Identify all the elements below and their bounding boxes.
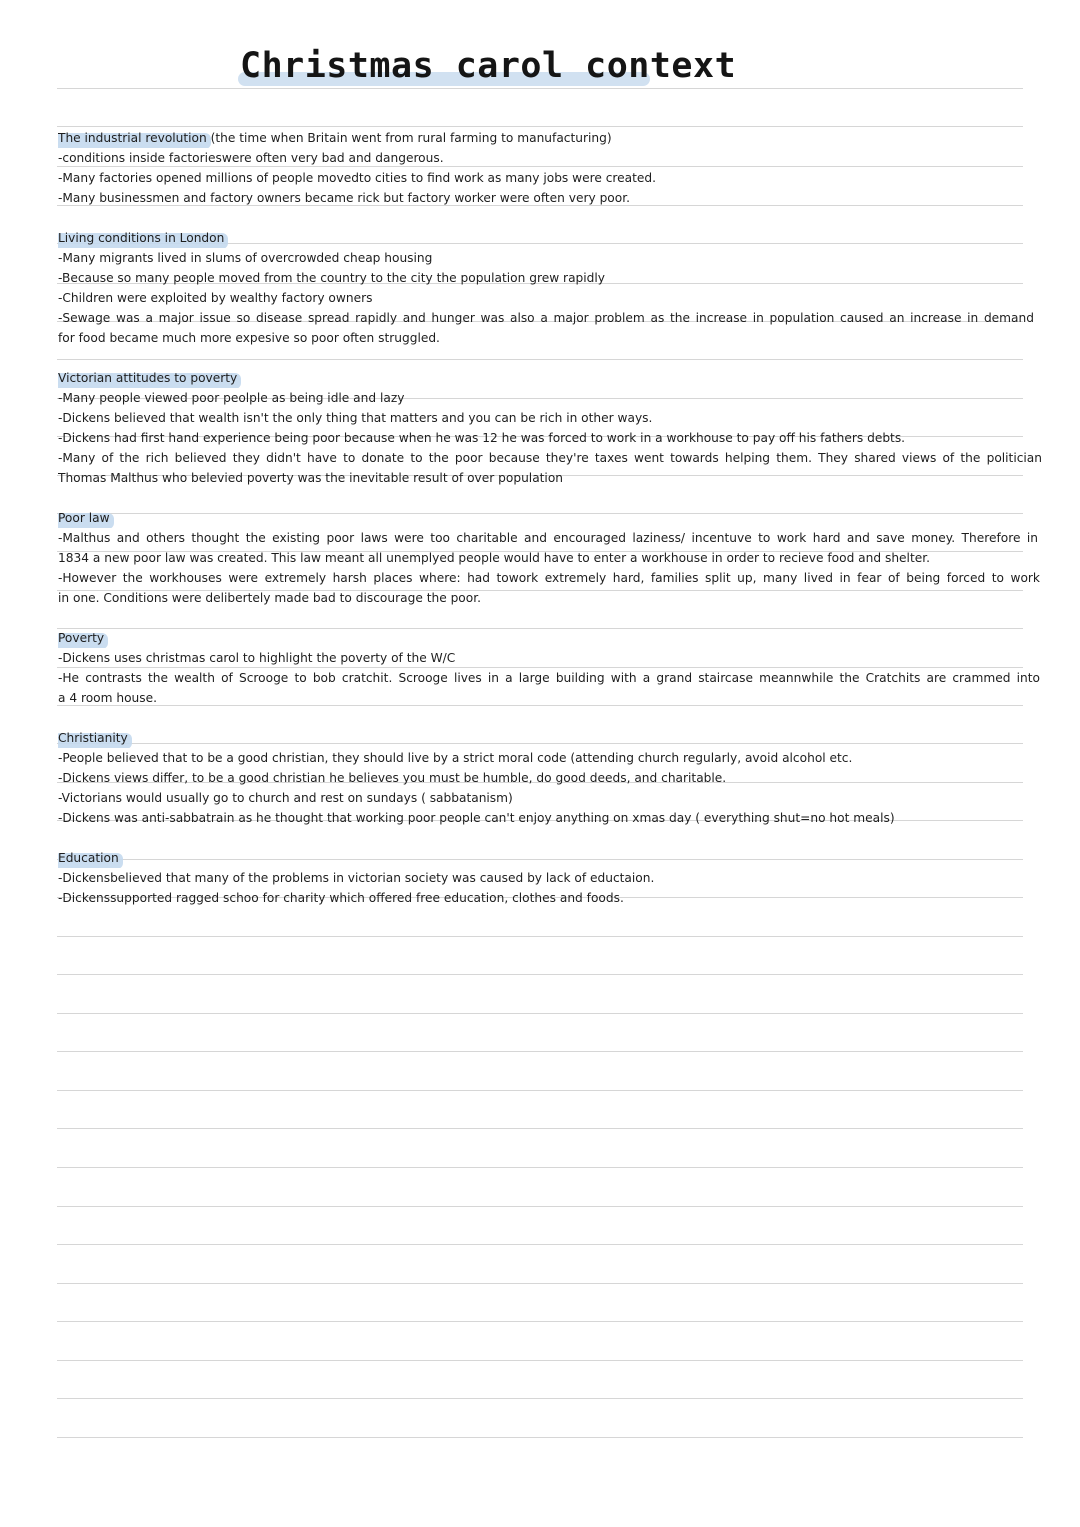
ruled-line [57,359,1023,360]
note-line: a 4 room house. [58,691,157,705]
note-line: -Dickens believed that wealth isn't the only thing that matters and you can be rich in other ways. [58,411,653,425]
note-line: -Many factories opened millions of people movedto cities to find work as many jobs were created. [58,171,657,185]
ruled-line [57,1360,1023,1361]
section-heading: Christianity [58,728,128,748]
section-education-heading-line [58,848,1044,868]
note-line: -Many businessmen and factory owners became rick but factory worker were often very poor. [58,191,630,205]
note-line: Thomas Malthus who belevied poverty was the inevitable result of over population [58,471,564,485]
note-line: -Dickens was anti-sabbatrain as he thought that working poor people can't enjoy anything on xmas day ( everything shut=no hot meals) [58,811,895,825]
ruled-line [57,1167,1023,1168]
ruled-line [57,1398,1023,1399]
ruled-line [57,1244,1023,1245]
note-line: -Dickens views differ, to be a good christian he believes you must be humble, do good deeds, and charitable. [58,771,727,785]
ruled-line [57,1128,1023,1129]
note-line: 1834 a new poor law was created. This law meant all unemplyed people would have to enter a workhouse in order to recieve food and shelter. [58,551,930,565]
section-living-heading-line [58,228,1044,248]
note-line: -Dickenssupported ragged schoo for charity which offered free education, clothes and foods. [58,891,624,905]
note-line: -Because so many people moved from the country to the city the population grew rapidly [58,271,605,285]
section-poverty-heading-line [58,628,1044,648]
note-line: -However the workhouses were extremely harsh places where: had towork extremely hard, families split up, many lived in fear of being forced to work [58,571,1040,585]
section-christianity-heading-line [58,728,1044,748]
note-line: -conditions inside factorieswere often very bad and dangerous. [58,151,444,165]
note-line: -Many people viewed poor peolple as being idle and lazy [58,391,405,405]
ruled-line [57,974,1023,975]
note-line: -People believed that to be a good christian, they should live by a strict moral code (attending church regularly, avoid alcohol etc. [58,751,853,765]
ruled-line [57,1321,1023,1322]
ruled-line [57,1206,1023,1207]
section-heading: Education [58,848,119,868]
section-victorian-heading-line [58,368,1044,388]
note-line: in one. Conditions were delibertely made bad to discourage the poor. [58,591,481,605]
section-heading: Living conditions in London [58,228,224,248]
page-title: Christmas carol context [240,46,737,86]
note-line: -Sewage was a major issue so disease spread rapidly and hunger was also a major problem as the increase in population caused an increase in demand [58,311,1034,325]
section-heading: Victorian attitudes to poverty [58,368,237,388]
note-line: -Dickens had first hand experience being poor because when he was 12 he was forced to work in a workhouse to pay off his fathers debts. [58,431,906,445]
note-line: -Many migrants lived in slums of overcrowded cheap housing [58,251,433,265]
ruled-line [57,1437,1023,1438]
note-line: -Children were exploited by wealthy factory owners [58,291,373,305]
ruled-line [57,126,1023,127]
note-line: -Victorians would usually go to church and rest on sundays ( sabbatanism) [58,791,513,805]
ruled-line [57,1051,1023,1052]
note-line: -He contrasts the wealth of Scrooge to bob cratchit. Scrooge lives in a large building with a grand staircase meannwhile the Cratchits are crammed into [58,671,1040,685]
note-line: for food became much more expesive so poor often struggled. [58,331,440,345]
ruled-line [57,1013,1023,1014]
ruled-line [57,1283,1023,1284]
note-line: -Many of the rich believed they didn't have to donate to the poor because they're taxes went towards helping them. They shared views of the politician [58,451,1042,465]
section-industrial-heading-line: The industrial revolution (the time when Britain went from rural farming to manufacturing) [58,128,1044,148]
section-heading: Poverty [58,628,104,648]
section-heading: Poor law [58,508,110,528]
section-poorlaw-heading-line [58,508,1044,528]
section-heading: The industrial revolution [58,128,207,148]
ruled-line [57,936,1023,937]
note-line: -Malthus and others thought the existing poor laws were too charitable and encouraged laziness/ incentuve to work hard and save money. Therefore in [58,531,1038,545]
note-line: -Dickensbelieved that many of the problems in victorian society was caused by lack of eductaion. [58,871,655,885]
ruled-line [57,1090,1023,1091]
note-line: -Dickens uses christmas carol to highlight the poverty of the W/C [58,651,456,665]
